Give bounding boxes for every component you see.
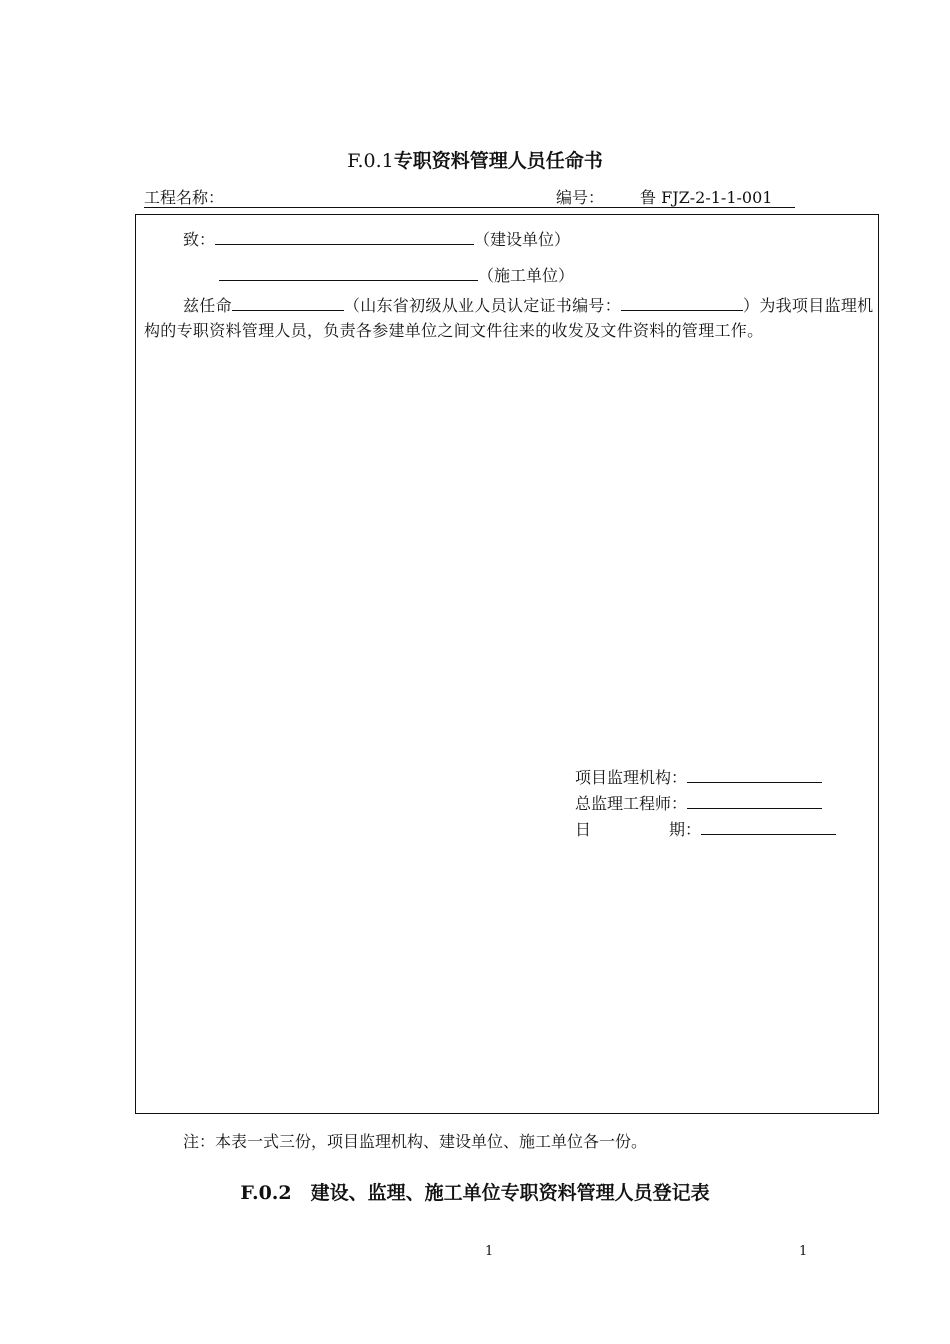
engineer-field[interactable]	[687, 794, 822, 809]
form-body-box	[135, 214, 879, 1114]
signature-date-row	[575, 817, 836, 840]
page-number-right: 1	[799, 1244, 808, 1259]
signature-engineer-row	[575, 791, 822, 814]
org-label: 项目监理机构：	[575, 768, 688, 787]
appointee-name-field[interactable]	[232, 296, 344, 311]
date-field[interactable]	[701, 820, 836, 835]
form-title-main: 专职资料管理人员任命书	[393, 150, 603, 172]
date-label-2: 期：	[669, 820, 702, 839]
number-value: 鲁 FJZ-2-1-1-001	[640, 188, 773, 207]
construction-unit-field[interactable]	[215, 230, 474, 245]
number-label: 编号：	[556, 188, 605, 207]
appointment-paragraph	[144, 293, 876, 343]
construction-unit-label: （建设单位）	[474, 230, 571, 249]
builder-unit-label: （施工单位）	[478, 266, 575, 285]
to-label: 致：	[183, 230, 216, 249]
to-construction-row	[183, 230, 570, 250]
form-title	[0, 146, 950, 173]
signature-org-row	[575, 765, 822, 788]
page-number-center: 1	[485, 1244, 494, 1259]
appoint-prefix: 兹任命	[183, 296, 232, 315]
form-number	[556, 185, 772, 208]
appoint-suffix: ）为我项目监理机构的专职资料管理人员，负责各参建单位之间文件往来的收发及文件资料的管理工作。	[144, 296, 874, 340]
org-field[interactable]	[687, 768, 822, 783]
date-label-1: 日	[575, 820, 592, 839]
engineer-label: 总监理工程师：	[575, 794, 688, 813]
form-note: 注：本表一式三份，项目监理机构、建设单位、施工单位各一份。	[183, 1132, 648, 1151]
cert-label: （山东省初级从业人员认定证书编号：	[343, 296, 622, 315]
to-builder-row	[183, 266, 574, 286]
builder-unit-field[interactable]	[219, 266, 478, 281]
project-name-label: 工程名称：	[144, 188, 225, 207]
form-header	[144, 185, 795, 208]
next-section-title: F.0.2 建设、监理、施工单位专职资料管理人员登记表	[240, 1182, 710, 1204]
cert-number-field[interactable]	[621, 296, 743, 311]
form-title-prefix: F.0.1	[347, 150, 394, 172]
